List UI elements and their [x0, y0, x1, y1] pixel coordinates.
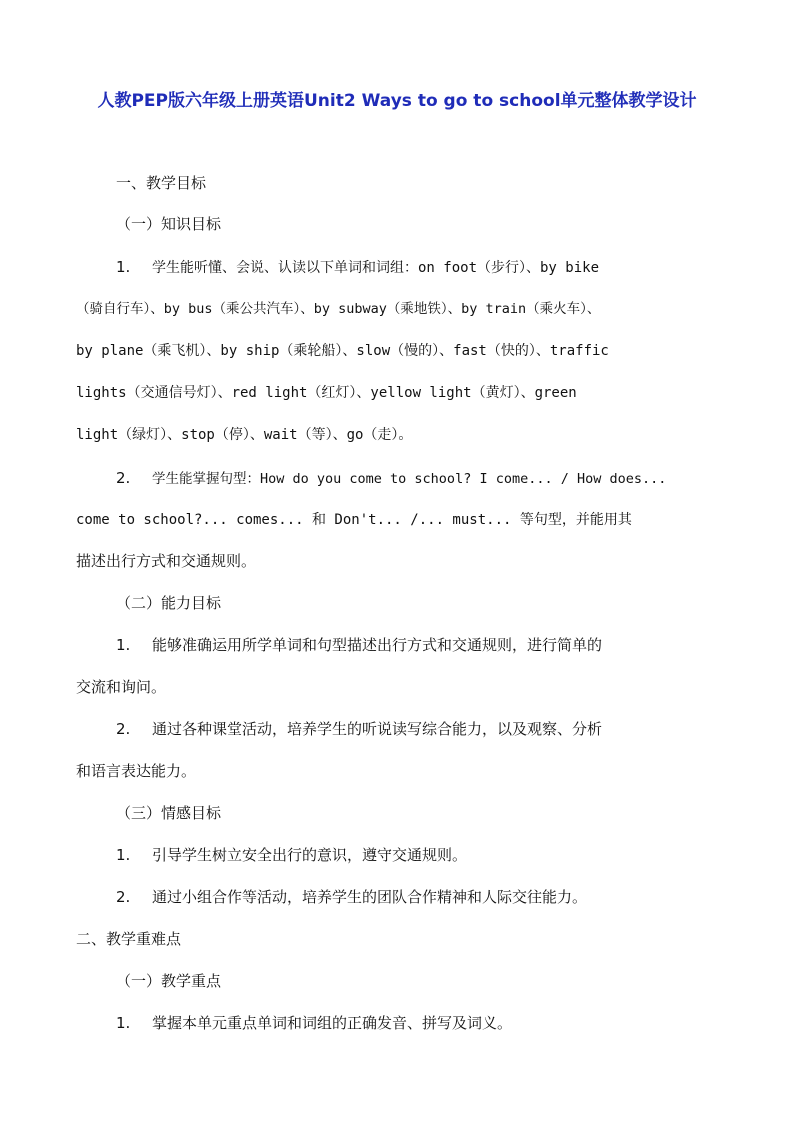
paragraph-line: 能够准确运用所学单词和句型描述出行方式和交通规则，进行简单的 — [152, 636, 603, 654]
subheading-ability-goals: （二）能力目标 — [116, 594, 222, 612]
paragraph-line: 掌握本单元重点单词和词组的正确发音、拼写及词义。 — [152, 1014, 513, 1032]
paragraph-line: 学生能掌握句型：How do you come to school? I come... / How does... — [152, 471, 667, 487]
paragraph-line: by plane（乘飞机）、by ship（乘轮船）、slow（慢的）、fast（快的）、traffic — [76, 343, 609, 359]
list-item-number: 1. 掌握本单元重点单词和词组的正确发音、拼写及词义。 — [116, 1014, 513, 1032]
section-heading-teaching-goals: 一、教学目标 — [116, 174, 207, 192]
paragraph-line: light（绿灯）、stop（停）、wait（等）、go（走）。 — [76, 427, 413, 443]
paragraph-line: come to school?... comes... 和 Don't... /... must... 等句型，并能用其 — [76, 512, 632, 528]
subheading-teaching-focus: （一）教学重点 — [116, 972, 222, 990]
paragraph-line: lights（交通信号灯）、red light（红灯）、yellow light（黄灯）、green — [76, 385, 577, 401]
list-item-number: 2. 学生能掌握句型：How do you come to school? I come... / How does... — [116, 469, 667, 487]
paragraph-line: 通过各种课堂活动，培养学生的听说读写综合能力，以及观察、分析 — [152, 720, 603, 738]
paragraph-line: （骑自行车）、by bus（乘公共汽车）、by subway（乘地铁）、by train（乘火车）、 — [76, 301, 601, 317]
list-item-number: 1. 学生能听懂、会说、认读以下单词和词组：on foot（步行）、by bike — [116, 258, 600, 276]
paragraph-line: 交流和询问。 — [76, 678, 167, 696]
list-item-number: 1. 能够准确运用所学单词和句型描述出行方式和交通规则，进行简单的 — [116, 636, 603, 654]
paragraph-line: 描述出行方式和交通规则。 — [76, 552, 257, 570]
subheading-knowledge-goals: （一）知识目标 — [116, 215, 222, 233]
list-item-number: 1. 引导学生树立安全出行的意识，遵守交通规则。 — [116, 846, 468, 864]
document-title: 人教PEP版六年级上册英语Unit2 Ways to go to school单元整体教学设计 — [97, 91, 697, 111]
paragraph-line: 和语言表达能力。 — [76, 762, 197, 780]
paragraph-line: 引导学生树立安全出行的意识，遵守交通规则。 — [152, 846, 468, 864]
subheading-emotional-goals: （三）情感目标 — [116, 804, 222, 822]
section-heading-key-difficult-points: 二、教学重难点 — [76, 930, 182, 948]
paragraph-line: 通过小组合作等活动，培养学生的团队合作精神和人际交往能力。 — [152, 888, 588, 906]
list-item-number: 2. 通过小组合作等活动，培养学生的团队合作精神和人际交往能力。 — [116, 888, 588, 906]
list-item-number: 2. 通过各种课堂活动，培养学生的听说读写综合能力，以及观察、分析 — [116, 720, 603, 738]
paragraph-line: 学生能听懂、会说、认读以下单词和词组：on foot（步行）、by bike — [152, 260, 600, 276]
